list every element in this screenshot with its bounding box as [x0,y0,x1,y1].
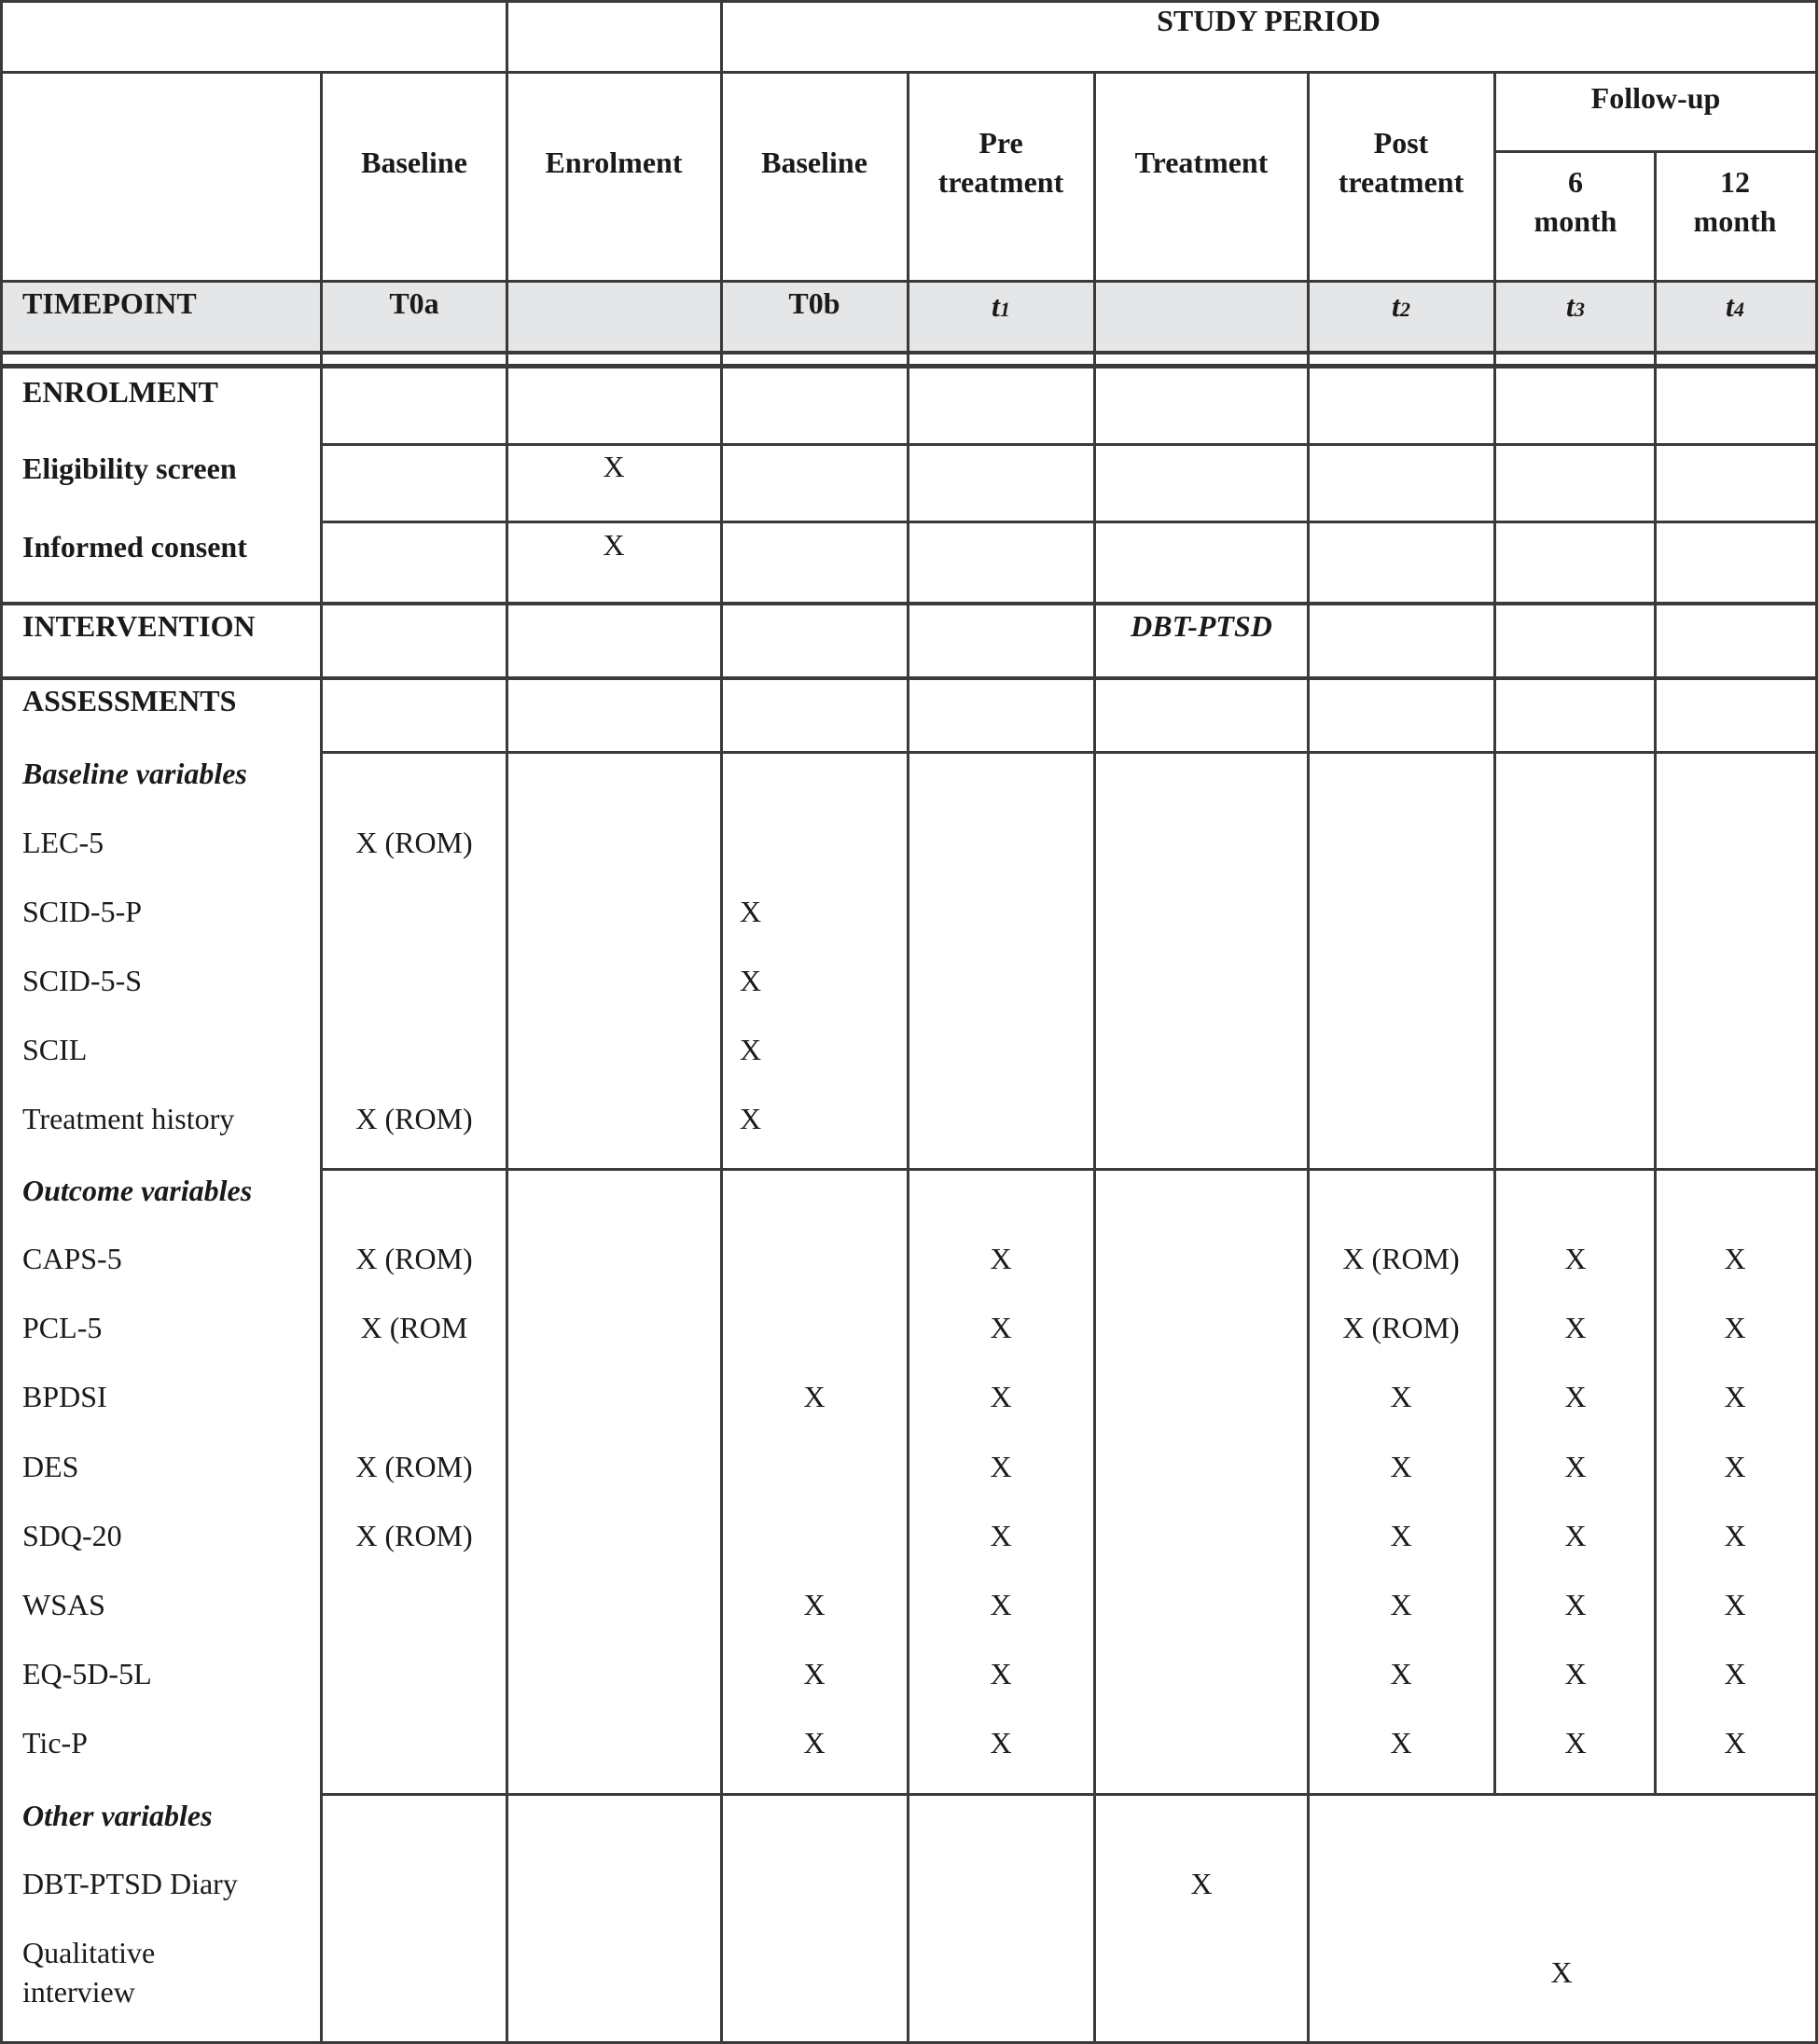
rule-col-treatment [1307,71,1310,2044]
rule-col-t3 [1654,150,1657,1795]
intervention-name: DBT-PTSD [1131,609,1272,643]
outcome-variable-t1: X [990,1588,1012,1621]
outcome-variable-t3: X [1564,1311,1587,1344]
outcome-variable-t2: X [1390,1588,1412,1621]
outcome-variable-t1: X [990,1657,1012,1690]
timepoint-t3-sub: 3 [1574,298,1585,321]
rule-other-top [321,1793,1818,1796]
follow-up-header: Follow-up [1590,81,1721,115]
outcome-variable-t2: X [1390,1450,1412,1483]
outcome-variable-t0b: X [803,1380,826,1413]
rule-assess-1 [321,751,1818,754]
outcome-variable-t3: X [1564,1657,1587,1690]
rule-enrol-1 [321,443,1818,446]
outcome-variable-t3: X [1564,1380,1587,1413]
assessments-title: ASSESSMENTS [22,684,237,717]
outcome-variable-t3: X [1564,1450,1587,1483]
outcome-variable-t4: X [1724,1588,1746,1621]
eligibility-screen-mark: X [603,450,625,483]
timepoint-t3-base: t [1566,289,1575,323]
timepoint-t1-base: t [992,289,1000,323]
outcome-variable-t0b: X [803,1588,826,1621]
timepoint-t2 [1392,287,1410,327]
rule-col-t1 [1093,71,1096,2044]
qualitative-interview-label-1: Qualitative [22,1936,156,1969]
outcome-variable-t1: X [990,1380,1012,1413]
qualitative-interview-mark: X [1550,1955,1573,1989]
outcome-variable-t2: X [1390,1657,1412,1690]
baseline-variable-t0b: X [740,895,762,928]
outcome-variable-t3: X [1564,1242,1587,1275]
timepoint-t4-base: t [1726,289,1734,323]
timepoint-t1 [992,287,1010,327]
outcome-variable-t3: X [1564,1588,1587,1621]
outcome-variable-t4: X [1724,1450,1746,1483]
diary-mark: X [1190,1867,1213,1900]
rule-col-label [320,71,323,2044]
other-variables-title: Other variables [22,1799,213,1832]
timepoint-t4 [1726,287,1744,327]
baseline-variable-name: SCID-5-S [22,964,143,997]
outcome-variable-t2: X (ROM) [1342,1242,1460,1275]
rule-enrol-2 [321,521,1818,523]
col-header-enrolment: Enrolment [545,146,683,179]
baseline-variable-name: LEC-5 [22,826,104,859]
rule-top [0,0,1818,3]
outcome-variable-t1: X [990,1242,1012,1275]
col-header-pre-treatment-2: treatment [937,165,1064,199]
baseline-variable-name: Treatment history [22,1102,235,1135]
timepoint-t0b: T0b [788,286,840,320]
col-header-treatment: Treatment [1134,146,1269,179]
rule-col-t2 [1493,71,1496,1795]
outcome-variable-t0b: X [803,1726,826,1759]
outcome-variable-t3: X [1564,1726,1587,1759]
rule-left [0,0,3,2044]
outcome-variable-t0a: X (ROM) [355,1519,473,1552]
timepoint-t1-sub: 1 [999,298,1010,321]
col-header-12-month-1: 12 [1720,165,1750,199]
rule-col-t0a [506,0,508,2044]
outcome-variable-t1: X [990,1726,1012,1759]
outcome-variable-t4: X [1724,1657,1746,1690]
timepoint-t4-sub: 4 [1733,298,1744,321]
rule-col-t0b [907,71,909,2044]
col-header-6-month-1: 6 [1568,165,1583,199]
outcome-variable-name: DES [22,1450,79,1483]
outcome-variable-t4: X [1724,1242,1746,1275]
outcome-variable-t2: X [1390,1519,1412,1552]
outcome-variable-t4: X [1724,1726,1746,1759]
baseline-variable-name: SCID-5-P [22,895,143,928]
informed-consent-label: Informed consent [22,530,247,563]
baseline-variable-t0b: X [740,1102,762,1135]
rule-followup [1495,150,1818,153]
col-header-baseline: Baseline [761,146,867,179]
outcome-variable-name: BPDSI [22,1380,107,1413]
col-header-6-month-2: month [1534,204,1617,238]
outcome-variable-t4: X [1724,1380,1746,1413]
timepoint-label: TIMEPOINT [22,286,197,320]
col-header-post-treatment-1: Post [1373,126,1429,160]
col-header-baseline-pre: Baseline [361,146,467,179]
outcome-variable-name: EQ-5D-5L [22,1657,152,1690]
outcome-variables-title: Outcome variables [22,1174,253,1207]
outcome-variable-t2: X [1390,1380,1412,1413]
outcome-variable-t0a: X (ROM) [355,1450,473,1483]
baseline-variable-name: SCIL [22,1033,88,1066]
baseline-variables-title: Baseline variables [22,757,247,790]
outcome-variable-name: Tic-P [22,1726,88,1759]
timepoint-t0a: T0a [389,286,439,320]
diary-label: DBT-PTSD Diary [22,1867,238,1900]
col-header-post-treatment-2: treatment [1338,165,1464,199]
timepoint-t2-base: t [1392,289,1400,323]
timepoint-t3 [1566,287,1585,327]
outcome-variable-t0a: X (ROM [360,1311,468,1344]
col-header-12-month-2: month [1693,204,1777,238]
enrolment-title: ENROLMENT [22,375,218,409]
outcome-variable-t2: X [1390,1726,1412,1759]
informed-consent-mark: X [603,528,625,562]
intervention-title: INTERVENTION [22,609,256,643]
rule-outcome-top [321,1168,1818,1171]
outcome-variable-t1: X [990,1311,1012,1344]
outcome-variable-t4: X [1724,1311,1746,1344]
outcome-variable-t3: X [1564,1519,1587,1552]
outcome-variable-t2: X (ROM) [1342,1311,1460,1344]
baseline-variable-t0a: X (ROM) [355,1102,473,1135]
outcome-variable-t1: X [990,1450,1012,1483]
eligibility-screen-label: Eligibility screen [22,452,237,485]
qualitative-interview-label-2: interview [22,1975,135,2009]
study-period-header: STUDY PERIOD [1157,4,1381,37]
baseline-variable-t0a: X (ROM) [355,826,473,859]
outcome-variable-t4: X [1724,1519,1746,1552]
outcome-variable-t1: X [990,1519,1012,1552]
outcome-variable-t0a: X (ROM) [355,1242,473,1275]
rule-col-enrol [720,0,723,2044]
outcome-variable-name: SDQ-20 [22,1519,122,1552]
outcome-variable-name: PCL-5 [22,1311,103,1344]
outcome-variable-name: WSAS [22,1588,105,1621]
baseline-variable-t0b: X [740,964,762,997]
outcome-variable-name: CAPS-5 [22,1242,122,1275]
baseline-variable-t0b: X [740,1033,762,1066]
timepoint-t2-sub: 2 [1399,298,1410,321]
col-header-pre-treatment-1: Pre [978,126,1023,160]
outcome-variable-t0b: X [803,1657,826,1690]
